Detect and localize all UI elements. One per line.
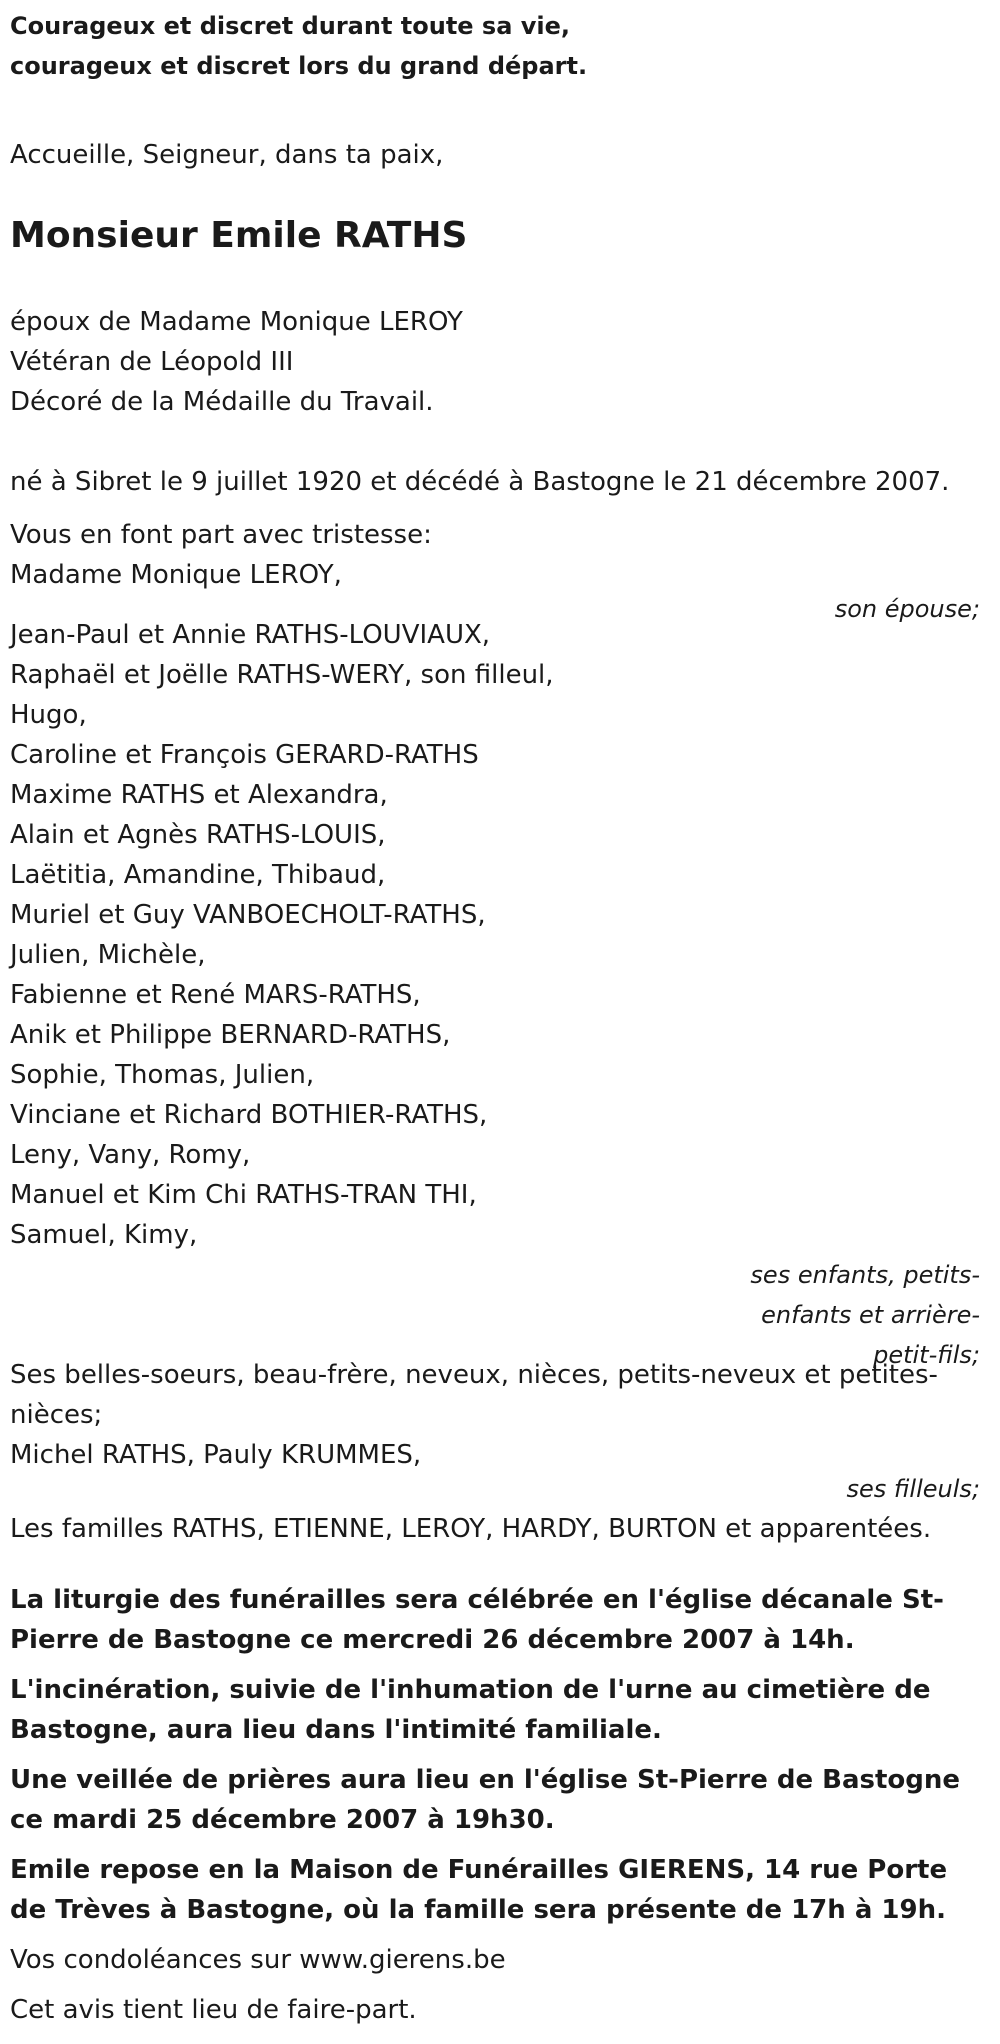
epigraph-line: courageux et discret lors du grand départ. — [10, 52, 588, 80]
condolences: Vos condoléances sur www.gierens.be — [10, 1945, 506, 1975]
birth-death-text: né à Sibret le 9 juillet 1920 et décédé à Bastogne le 21 décembre 2007. — [10, 467, 950, 497]
list-item: Julien, Michèle, — [10, 940, 206, 970]
funeral-paragraph: Emile repose en la Maison de Funérailles GIERENS, 14 rue Porte de Trèves à Bastogne, où la famille sera présente de 17h à 19h. — [10, 1855, 948, 1925]
funeral-paragraph: Une veillée de prières aura lieu en l'église St-Pierre de Bastogne ce mardi 25 décembre 2007 à 19h30. — [10, 1765, 961, 1835]
relatives — [10, 1355, 990, 1549]
list-item: Manuel et Kim Chi RATHS-TRAN THI, — [10, 1180, 477, 1210]
children-role: ses enfants, petits- — [750, 1261, 980, 1289]
list-item: Jean-Paul et Annie RATHS-LOUVIAUX, — [10, 620, 491, 650]
title-line: Vétéran de Léopold III — [10, 347, 294, 377]
list-item: Raphaël et Joëlle RATHS-WERY, son filleul, — [10, 660, 554, 690]
funeral-paragraph: La liturgie des funérailles sera célébrée en l'église décanale St-Pierre de Bastogne ce mercredi 26 décembre 2007 à 14h. — [10, 1585, 944, 1655]
closing: Cet avis tient lieu de faire-part. — [10, 1995, 417, 2025]
deceased-name-text: Monsieur Emile RATHS — [10, 215, 468, 256]
relatives-text: Ses belles-soeurs, beau-frère, neveux, nièces, petits-neveux et petites-nièces; — [10, 1360, 938, 1430]
list-item: Anik et Philippe BERNARD-RATHS, — [10, 1020, 451, 1050]
list-item: Sophie, Thomas, Julien, — [10, 1060, 315, 1090]
godchildren-role: ses filleuls; — [846, 1475, 980, 1503]
families: Les familles RATHS, ETIENNE, LEROY, HARDY, BURTON et apparentées. — [10, 1514, 932, 1544]
epigraph — [10, 6, 990, 86]
list-item: Alain et Agnès RATHS-LOUIS, — [10, 820, 386, 850]
birth-death — [10, 462, 990, 502]
list-item: Caroline et François GERARD-RATHS — [10, 740, 479, 770]
list-item: Laëtitia, Amandine, Thibaud, — [10, 860, 386, 890]
deceased-name — [10, 212, 990, 260]
prayer-text: Accueille, Seigneur, dans ta paix, — [10, 140, 444, 170]
list-item: Muriel et Guy VANBOECHOLT-RATHS, — [10, 900, 486, 930]
epigraph-line: Courageux et discret durant toute sa vie, — [10, 12, 571, 40]
announcement — [10, 515, 990, 629]
children-role: petit-fils; — [873, 1341, 980, 1369]
spouse-role: son épouse; — [834, 595, 980, 623]
announce-intro: Vous en font part avec tristesse: — [10, 520, 432, 550]
list-item: Leny, Vany, Romy, — [10, 1140, 251, 1170]
list-item: Fabienne et René MARS-RATHS, — [10, 980, 421, 1010]
list-item: Samuel, Kimy, — [10, 1220, 198, 1250]
prayer — [10, 135, 990, 175]
funeral-info — [10, 1580, 990, 2030]
list-item: Maxime RATHS et Alexandra, — [10, 780, 388, 810]
list-item: Hugo, — [10, 700, 87, 730]
children-list — [10, 615, 990, 1375]
spouse: Madame Monique LEROY, — [10, 560, 342, 590]
list-item: Vinciane et Richard BOTHIER-RATHS, — [10, 1100, 488, 1130]
titles — [10, 302, 990, 422]
children-role: enfants et arrière- — [761, 1301, 980, 1329]
title-line: Décoré de la Médaille du Travail. — [10, 387, 434, 417]
funeral-paragraph: L'incinération, suivie de l'inhumation de l'urne au cimetière de Bastogne, aura lieu dans l'intimité familiale. — [10, 1675, 931, 1745]
title-line: époux de Madame Monique LEROY — [10, 307, 463, 337]
godchildren: Michel RATHS, Pauly KRUMMES, — [10, 1440, 422, 1470]
